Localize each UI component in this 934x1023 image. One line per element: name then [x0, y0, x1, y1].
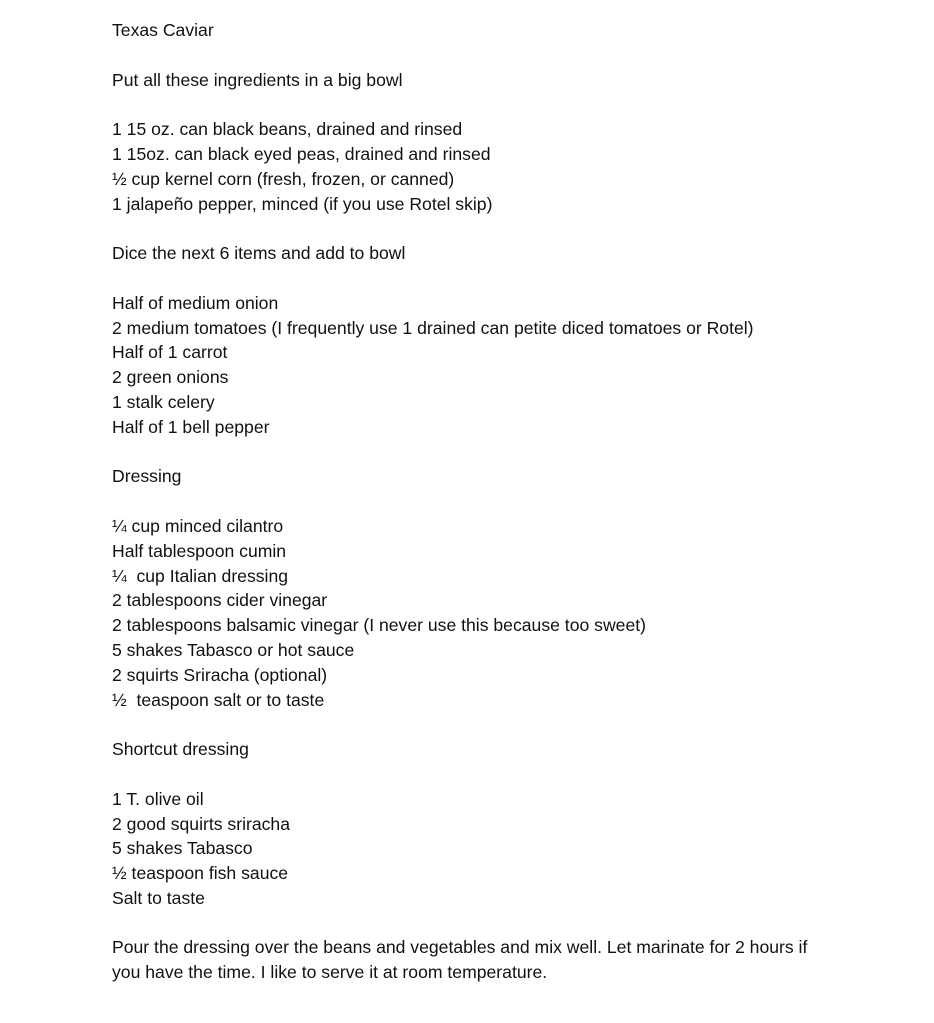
spacer	[112, 440, 912, 465]
spacer	[112, 762, 912, 787]
shortcut-heading: Shortcut dressing	[112, 739, 249, 760]
list-item: 1 T. olive oil	[112, 788, 204, 809]
dressing-heading: Dressing	[112, 466, 182, 487]
spacer	[112, 489, 912, 514]
list-item: Half of 1 bell pepper	[112, 416, 270, 437]
recipe-title: Texas Caviar	[112, 20, 214, 40]
list-item: 2 green onions	[112, 367, 229, 388]
list-item: 5 shakes Tabasco	[112, 838, 253, 859]
list-item: Half of medium onion	[112, 292, 279, 313]
list-item: ¼ cup Italian dressing	[112, 565, 289, 586]
list-item: 1 stalk celery	[112, 391, 215, 412]
list-item: 1 15 oz. can black beans, drained and rinsed	[112, 119, 463, 140]
dressing-ingredients-list	[112, 514, 912, 712]
dice-ingredients-list	[112, 291, 912, 440]
spacer	[112, 43, 912, 68]
spacer	[112, 216, 912, 241]
shortcut-ingredients-list	[112, 787, 912, 911]
list-item: 2 medium tomatoes (I frequently use 1 drained can petite diced tomatoes or Rotel)	[112, 317, 754, 338]
list-item: 2 tablespoons cider vinegar	[112, 590, 328, 611]
spacer	[112, 92, 912, 117]
list-item: 2 tablespoons balsamic vinegar (I never use this because too sweet)	[112, 615, 646, 636]
list-item: Half tablespoon cumin	[112, 540, 287, 561]
spacer	[112, 911, 912, 936]
list-item: Half of 1 carrot	[112, 342, 228, 363]
list-item: 2 squirts Sriracha (optional)	[112, 664, 328, 685]
closing-instructions: Pour the dressing over the beans and vegetables and mix well. Let marinate for 2 hours if you have the time. I like to serve it at room temperature.	[112, 937, 808, 983]
list-item: ¼ cup minced cilantro	[112, 515, 284, 536]
list-item: ½ teaspoon salt or to taste	[112, 689, 325, 710]
spacer	[112, 712, 912, 737]
dice-heading: Dice the next 6 items and add to bowl	[112, 243, 406, 264]
intro-text: Put all these ingredients in a big bowl	[112, 69, 403, 90]
list-item: 5 shakes Tabasco or hot sauce	[112, 639, 355, 660]
list-item: Salt to taste	[112, 887, 205, 908]
recipe-document	[112, 18, 912, 985]
list-item: 2 good squirts sriracha	[112, 813, 290, 834]
list-item: ½ cup kernel corn (fresh, frozen, or canned)	[112, 168, 455, 189]
list-item: ½ teaspoon fish sauce	[112, 863, 289, 884]
list-item: 1 jalapeño pepper, minced (if you use Rotel skip)	[112, 193, 493, 214]
list-item: 1 15oz. can black eyed peas, drained and rinsed	[112, 143, 491, 164]
bowl-ingredients-list	[112, 117, 912, 216]
spacer	[112, 266, 912, 291]
